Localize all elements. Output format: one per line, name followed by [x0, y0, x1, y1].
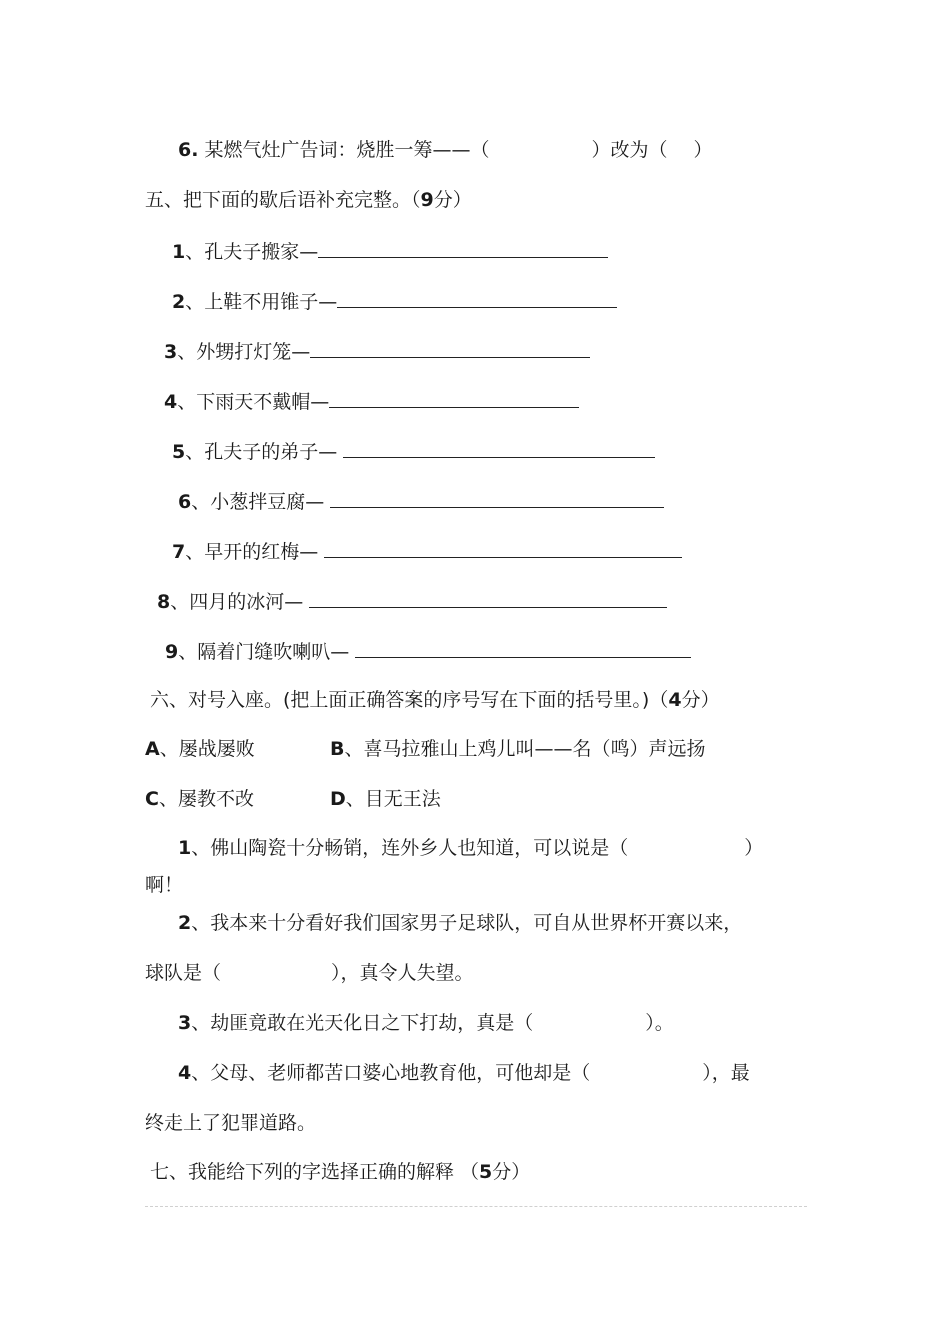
item-number: 2 [172, 291, 186, 313]
item-text: 、上鞋不用锥子— [185, 291, 338, 313]
question-line-continued [145, 960, 474, 986]
answer-blank[interactable] [355, 637, 691, 658]
item-text: 、四月的冰河— [170, 591, 310, 613]
item-number: 6 [178, 491, 192, 513]
question-line-continued [145, 872, 183, 898]
list-item [164, 387, 579, 415]
item-text: 、孔夫子的弟子— [185, 441, 344, 463]
item-number: 6. [178, 139, 199, 161]
list-item [157, 587, 667, 615]
item-number: 5 [172, 441, 186, 463]
option-letter: A [145, 738, 160, 760]
section-heading [145, 187, 472, 213]
item-text: 、早开的红梅— [185, 541, 325, 563]
item-number: 3 [178, 1012, 192, 1034]
question-line [178, 910, 742, 936]
item-number: 8 [157, 591, 171, 613]
score-unit: 分） [492, 1161, 531, 1183]
item-number: 4 [178, 1062, 192, 1084]
question-line [178, 1060, 750, 1086]
answer-blank[interactable] [324, 537, 682, 558]
answer-blank[interactable] [318, 237, 608, 258]
item-number: 9 [165, 641, 179, 663]
question-text: 、劫匪竟敢在光天化日之下打劫，真是（ [191, 1012, 534, 1034]
list-item [172, 437, 655, 465]
question-text: 球队是（ [145, 962, 222, 984]
item-text: 、小葱拌豆腐— [191, 491, 331, 513]
question-text: ） [693, 139, 713, 161]
list-item [172, 287, 617, 315]
question-line [178, 835, 763, 861]
item-text: 、下雨天不戴帽— [177, 391, 330, 413]
answer-blank[interactable] [329, 387, 579, 408]
item-text: 、孔夫子搬家— [185, 241, 319, 263]
section-title: 七、我能给下列的字选择正确的解释 （ [150, 1161, 480, 1183]
list-item [172, 537, 682, 565]
score-number: 9 [420, 189, 434, 211]
item-text: 、隔着门缝吹喇叭— [178, 641, 356, 663]
section-title: 六、对号入座。(把上面正确答案的序号写在下面的括号里。)（ [150, 689, 669, 711]
option-text: 、屡战屡败 [159, 738, 255, 760]
option-item [330, 786, 441, 812]
option-text: 、屡教不改 [158, 788, 254, 810]
option-text: 、喜马拉雅山上鸡儿叫——名（鸣）声远扬 [344, 738, 706, 760]
answer-blank[interactable] [309, 587, 667, 608]
option-letter: C [145, 788, 159, 810]
section-heading [150, 687, 720, 713]
question-text: 某燃气灶广告词：烧胜一筹——（ [204, 139, 490, 161]
item-number: 2 [178, 912, 192, 934]
answer-blank[interactable] [330, 487, 664, 508]
list-item [165, 637, 691, 665]
section-title: 五、把下面的歇后语补充完整。（ [145, 189, 421, 211]
question-text: ），最 [702, 1062, 750, 1084]
score-unit: 分） [433, 189, 472, 211]
score-number: 4 [668, 689, 682, 711]
option-item [330, 736, 706, 762]
answer-blank[interactable] [343, 437, 655, 458]
item-number: 3 [164, 341, 178, 363]
list-item [164, 337, 590, 365]
question-text: ） [744, 837, 764, 859]
answer-blank[interactable] [337, 287, 617, 308]
question-text: 、父母、老师都苦口婆心地教育他，可他却是（ [191, 1062, 591, 1084]
item-number: 7 [172, 541, 186, 563]
question-text: 、我本来十分看好我们国家男子足球队，可自从世界杯开赛以来， [191, 912, 743, 934]
option-item [145, 786, 254, 812]
question-line [178, 137, 713, 163]
question-text: ）改为（ [591, 139, 668, 161]
item-text: 、外甥打灯笼— [177, 341, 311, 363]
page-divider [145, 1206, 807, 1207]
answer-blank[interactable] [310, 337, 590, 358]
score-number: 5 [479, 1161, 493, 1183]
list-item [178, 487, 664, 515]
option-letter: B [330, 738, 345, 760]
question-text: 终走上了犯罪道路。 [145, 1112, 317, 1134]
question-text: 啊！ [145, 874, 184, 896]
question-text: ），真令人失望。 [331, 962, 474, 984]
question-text: 、佛山陶瓷十分畅销，连外乡人也知道，可以说是（ [191, 837, 629, 859]
question-text: ）。 [645, 1012, 674, 1034]
option-letter: D [330, 788, 346, 810]
option-item [145, 736, 255, 762]
question-line [178, 1010, 674, 1036]
list-item [172, 237, 608, 265]
section-heading [150, 1159, 530, 1185]
item-number: 1 [172, 241, 186, 263]
item-number: 1 [178, 837, 192, 859]
question-line-continued [145, 1110, 316, 1136]
item-number: 4 [164, 391, 178, 413]
option-text: 、目无王法 [345, 788, 441, 810]
score-unit: 分） [681, 689, 720, 711]
